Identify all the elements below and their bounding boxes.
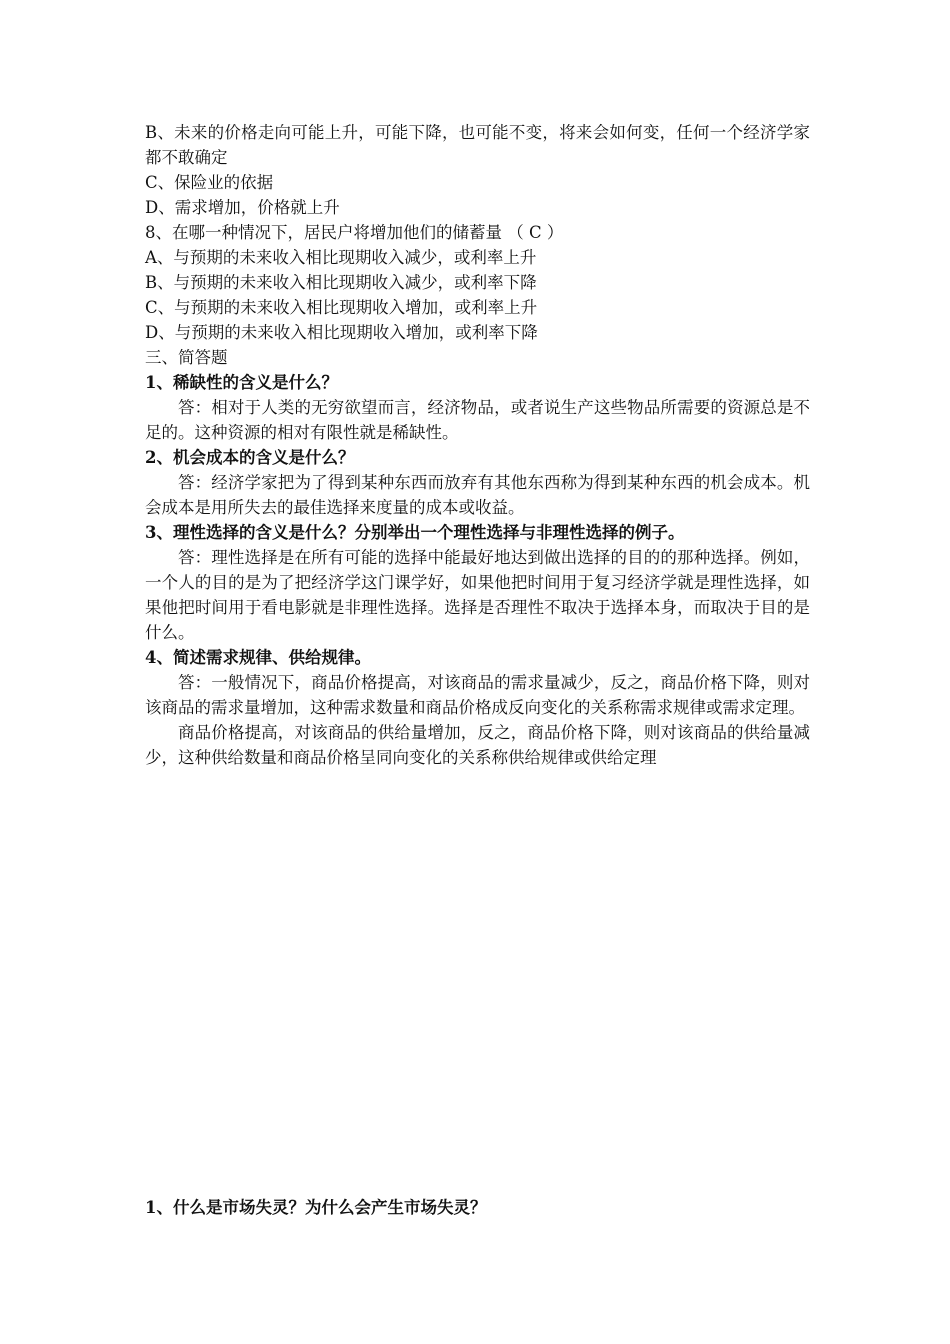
option-c-prev: C、保险业的依据	[145, 173, 274, 192]
question-8-option-c: C、与预期的未来收入相比现期收入增加，或利率上升	[145, 298, 538, 317]
question-8-option-a: A、与预期的未来收入相比现期收入减少，或利率上升	[145, 248, 537, 267]
question-8-option-b: B、与预期的未来收入相比现期收入减少，或利率下降	[145, 273, 537, 292]
question-8-stem: 8、在哪一种情况下，居民户将增加他们的储蓄量 （ C ）	[145, 223, 564, 242]
document-body	[145, 120, 810, 770]
short-answer-question-4: 4、简述需求规律、供给规律。	[145, 648, 371, 667]
option-d-prev: D、需求增加，价格就上升	[145, 198, 340, 217]
question-8-option-d: D、与预期的未来收入相比现期收入增加，或利率下降	[145, 323, 538, 342]
short-answer-answer-4a: 答：一般情况下，商品价格提高，对该商品的需求量减少，反之，商品价格下降，则对该商品的需求量增加，这种需求数量和商品价格成反向变化的关系称需求规律或需求定理。	[145, 673, 810, 717]
short-answer-answer-4b: 商品价格提高，对该商品的供给量增加，反之，商品价格下降，则对该商品的供给量减少，这种供给数量和商品价格呈同向变化的关系称供给规律或供给定理	[145, 723, 810, 767]
section-heading: 三、简答题	[145, 348, 228, 367]
short-answer-answer-3: 答：理性选择是在所有可能的选择中能最好地达到做出选择的目的的那种选择。例如，一个人的目的是为了把经济学这门课学好，如果他把时间用于复习经济学就是理性选择，如果他把时间用于看电影就是非理性选择。选择是否理性不取决于选择本身，而取决于目的是什么。	[145, 548, 810, 642]
short-answer-answer-2: 答：经济学家把为了得到某种东西而放弃有其他东西称为得到某种东西的机会成本。机会成本是用所失去的最佳选择来度量的成本或收益。	[145, 473, 810, 517]
next-page-question: 1、什么是市场失灵？为什么会产生市场失灵？	[145, 1198, 487, 1217]
short-answer-question-3: 3、理性选择的含义是什么？分别举出一个理性选择与非理性选择的例子。	[145, 523, 685, 542]
option-b-prev: B、未来的价格走向可能上升，可能下降，也可能不变，将来会如何变，任何一个经济学家都不敢确定	[145, 123, 810, 167]
short-answer-question-1: 1、稀缺性的含义是什么？	[145, 373, 338, 392]
short-answer-answer-1: 答：相对于人类的无穷欲望而言，经济物品，或者说生产这些物品所需要的资源总是不足的。这种资源的相对有限性就是稀缺性。	[145, 398, 810, 442]
short-answer-question-2: 2、机会成本的含义是什么？	[145, 448, 355, 467]
